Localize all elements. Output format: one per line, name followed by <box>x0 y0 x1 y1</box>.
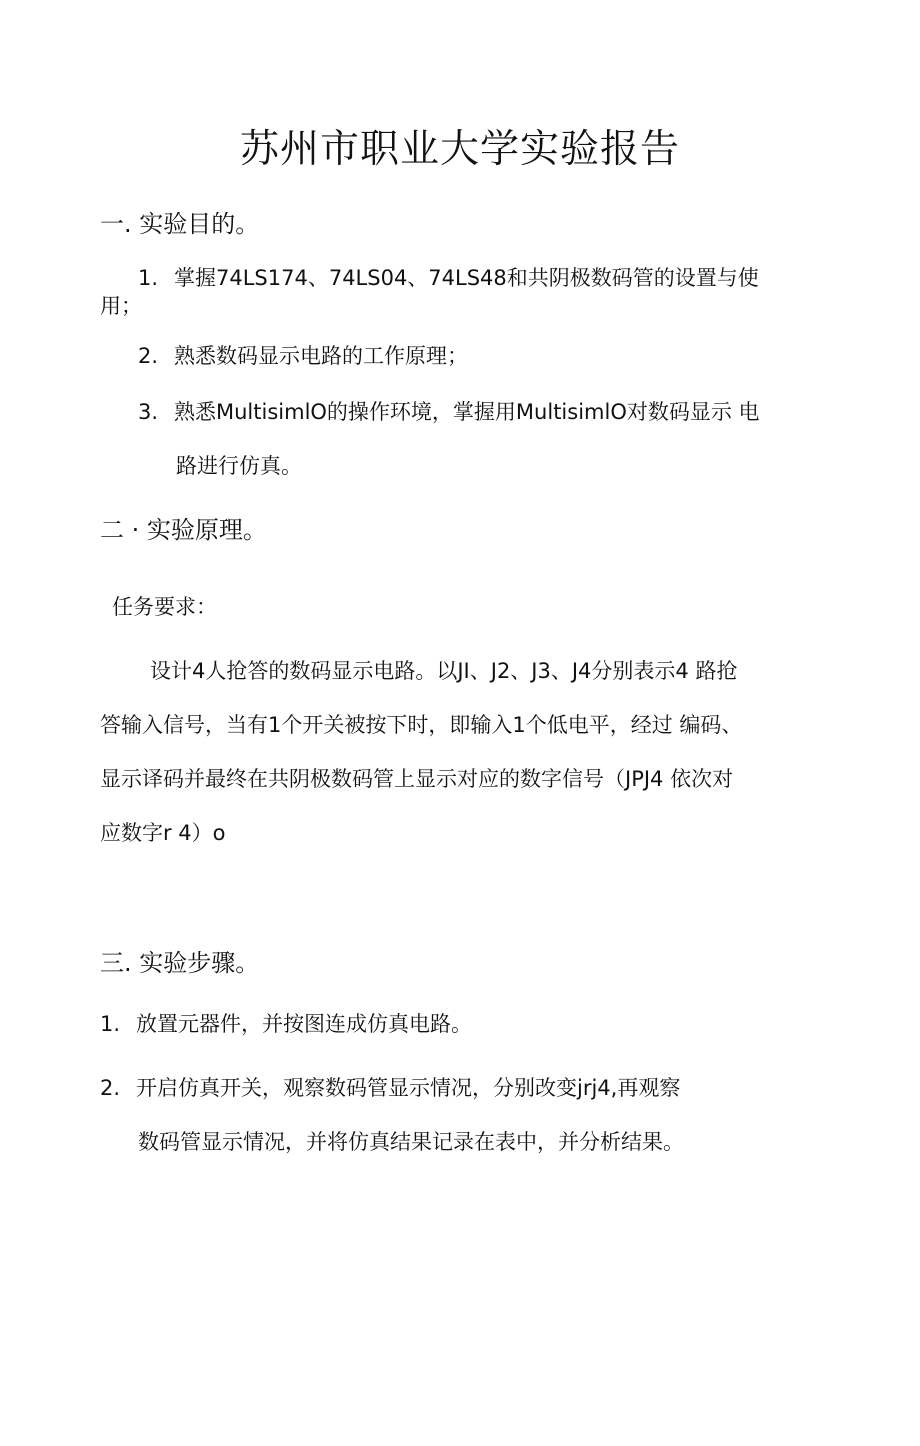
step-number: 1. <box>100 1012 121 1036</box>
step-item: 开启仿真开关，观察数码管显示情况，分别改变jrj4,再观察 <box>136 1076 681 1100</box>
list-number: 3. <box>138 400 159 424</box>
list-number: 2. <box>138 344 159 368</box>
list-item: 熟悉数码显示电路的工作原理； <box>174 344 468 368</box>
page-title: 苏州市职业大学实验报告 <box>239 127 680 172</box>
paragraph-line: 应数字r 4）o <box>100 821 226 845</box>
paragraph-line: 显示译码并最终在共阴极数码管上显示对应的数字信号（JPJ4 依次对 <box>100 767 734 791</box>
step-item-continuation: 数码管显示情况，并将仿真结果记录在表中，并分析结果。 <box>138 1130 684 1154</box>
task-label: 任务要求： <box>112 595 217 619</box>
step-number: 2. <box>100 1076 121 1100</box>
step-item: 放置元器件，并按图连成仿真电路。 <box>136 1012 472 1036</box>
list-item: 熟悉MultisimlO的操作环境，掌握用MultisimlO对数码显示 电 <box>174 400 760 424</box>
list-item-continuation: 路进行仿真。 <box>176 454 302 478</box>
section-heading-purpose: 一. 实验目的。 <box>100 210 260 238</box>
list-item: 掌握74LS174、74LS04、74LS48和共阴极数码管的设置与使 <box>174 266 759 290</box>
list-item-continuation: 用； <box>100 294 142 318</box>
paragraph-line: 设计4人抢答的数码显示电路。以JI、J2、J3、J4分别表示4 路抢 <box>150 659 738 683</box>
section-heading-principle: 二 · 实验原理。 <box>100 516 267 544</box>
paragraph-line: 答输入信号，当有1个开关被按下时，即输入1个低电平，经过 编码、 <box>100 713 743 737</box>
section-heading-steps: 三. 实验步骤。 <box>100 949 260 977</box>
list-number: 1. <box>138 266 159 290</box>
